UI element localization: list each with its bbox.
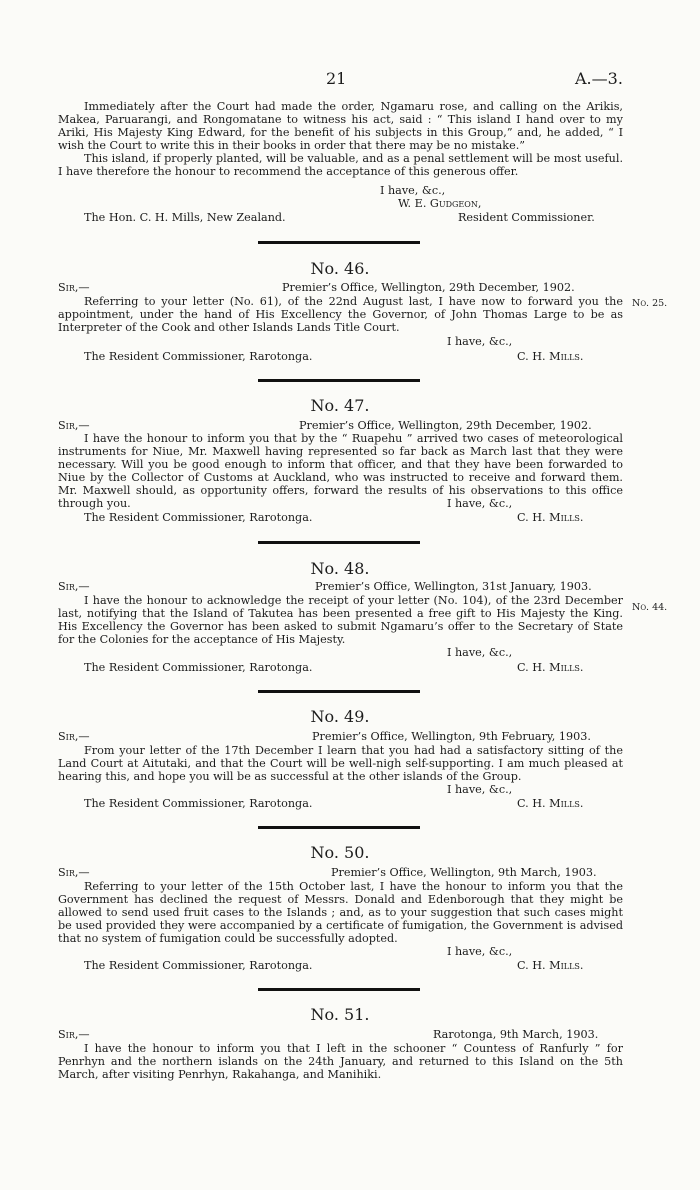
section-divider	[258, 826, 420, 829]
letter-number: No. 48.	[310, 559, 370, 578]
letter-signature: C. H. Mills.	[517, 511, 584, 524]
letter-salutation: Sir,—	[58, 730, 90, 743]
section-divider	[258, 988, 420, 991]
letter-body: From your letter of the 17th December I learn that you had had a satisfactory sitting of the Land Court at Aitutaki, and that the Court will be well-nigh self-supporting. I am much pleased at hearing this, and hope you will be as successful at the other islands of the Group.	[58, 744, 623, 783]
letter-body: I have the honour to inform you that by the “ Ruapehu ” arrived two cases of meteorological instruments for Niue, Mr. Maxwell having represented so far back as March last that they were necessary. Will you be good enough to inform that officer, and that they have been forwarded to Niue by the Collector of Customs at Auckland, who was instructed to receive and forward them. Mr. Maxwell should, as opportunity offers, forward the results of his observations to this office through you.	[58, 432, 623, 510]
letter-place-date: Premier’s Office, Wellington, 29th December, 1902.	[299, 419, 592, 432]
letter-closing: I have, &c.,	[447, 783, 513, 796]
letter-number: No. 49.	[310, 707, 370, 726]
letter-place-date: Premier’s Office, Wellington, 31st January, 1903.	[315, 580, 592, 593]
margin-reference-note: No. 44.	[632, 602, 668, 613]
letter-place-date: Premier’s Office, Wellington, 29th December, 1902.	[282, 281, 575, 294]
section-divider	[258, 690, 420, 693]
letter-place-date: Rarotonga, 9th March, 1903.	[433, 1028, 599, 1041]
intro-paragraph-2: This island, if properly planted, will be valuable, and as a penal settlement will be most useful. I have therefore the honour to recommend the acceptance of this generous offer.	[58, 152, 623, 178]
letter-closing: I have, &c.,	[447, 945, 513, 958]
letter-body: Referring to your letter of the 15th October last, I have the honour to inform you that the Government has declined the request of Messrs. Donald and Edenborough that they might be allowed to send used fruit cases to the Islands ; and, as to your suggestion that such cases might be used provided they were accompanied by a certificate of fumigation, the Government is advised that no system of fumigation could be successfully adopted.	[58, 880, 623, 945]
letter-signature: C. H. Mills.	[517, 661, 584, 674]
letter-signature: C. H. Mills.	[517, 959, 584, 972]
margin-reference-note: No. 25.	[632, 298, 668, 309]
letter-closing: I have, &c.,	[447, 497, 513, 510]
letter-number: No. 47.	[310, 396, 370, 415]
section-divider	[258, 241, 420, 244]
letter-closing: I have, &c.,	[447, 646, 513, 659]
letter-recipient: The Resident Commissioner, Rarotonga.	[84, 350, 313, 363]
letter-number: No. 50.	[310, 843, 370, 862]
letter-salutation: Sir,—	[58, 1028, 90, 1041]
letter-recipient: The Resident Commissioner, Rarotonga.	[84, 959, 313, 972]
letter-place-date: Premier’s Office, Wellington, 9th February, 1903.	[312, 730, 591, 743]
letter-body: I have the honour to inform you that I left in the schooner “ Countess of Ranfurly ” for Penrhyn and the northern islands on the 24th January, and returned to this Island on the 5th March, after visiting Penrhyn, Rakahanga, and Manihiki.	[58, 1042, 623, 1081]
letter-salutation: Sir,—	[58, 580, 90, 593]
intro-recipient: The Hon. C. H. Mills, New Zealand.	[84, 211, 286, 224]
letter-signature: C. H. Mills.	[517, 350, 584, 363]
document-reference: A.—3.	[575, 69, 623, 88]
letter-signature: C. H. Mills.	[517, 797, 584, 810]
letter-recipient: The Resident Commissioner, Rarotonga.	[84, 511, 313, 524]
letter-number: No. 46.	[310, 259, 370, 278]
letter-closing: I have, &c.,	[447, 335, 513, 348]
letter-salutation: Sir,—	[58, 419, 90, 432]
letter-body: Referring to your letter (No. 61), of the 22nd August last, I have now to forward you the appointment, under the hand of His Excellency the Governor, of John Thomas Large to be as Interpreter of the Cook and other Islands Lands Title Court.	[58, 295, 623, 334]
letter-number: No. 51.	[310, 1005, 370, 1024]
intro-signature: W. E. Gudgeon,	[398, 197, 482, 210]
intro-closing: I have, &c.,	[380, 184, 446, 197]
letter-place-date: Premier’s Office, Wellington, 9th March, 1903.	[331, 866, 597, 879]
letter-salutation: Sir,—	[58, 866, 90, 879]
section-divider	[258, 379, 420, 382]
section-divider	[258, 541, 420, 544]
intro-signature-title: Resident Commissioner.	[458, 211, 595, 224]
letter-recipient: The Resident Commissioner, Rarotonga.	[84, 661, 313, 674]
letter-salutation: Sir,—	[58, 281, 90, 294]
letter-recipient: The Resident Commissioner, Rarotonga.	[84, 797, 313, 810]
intro-paragraph-1: Immediately after the Court had made the order, Ngamaru rose, and calling on the Arikis, Makea, Paruarangi, and Rongomatane to witness his act, said : “ This island I hand over to my Ariki, His Majesty King Edward, for the benefit of his subjects in this Group,” and, he added, “ I wish the Court to write this in their books in order that there may be no mistake.”	[58, 100, 623, 152]
page-number: 21	[326, 69, 347, 88]
letter-body: I have the honour to acknowledge the receipt of your letter (No. 104), of the 23rd December last, notifying that the Island of Takutea has been presented a free gift to His Majesty the King. His Excellency the Governor has been asked to submit Ngamaru’s offer to the Secretary of State for the Colonies for the acceptance of His Majesty.	[58, 594, 623, 646]
